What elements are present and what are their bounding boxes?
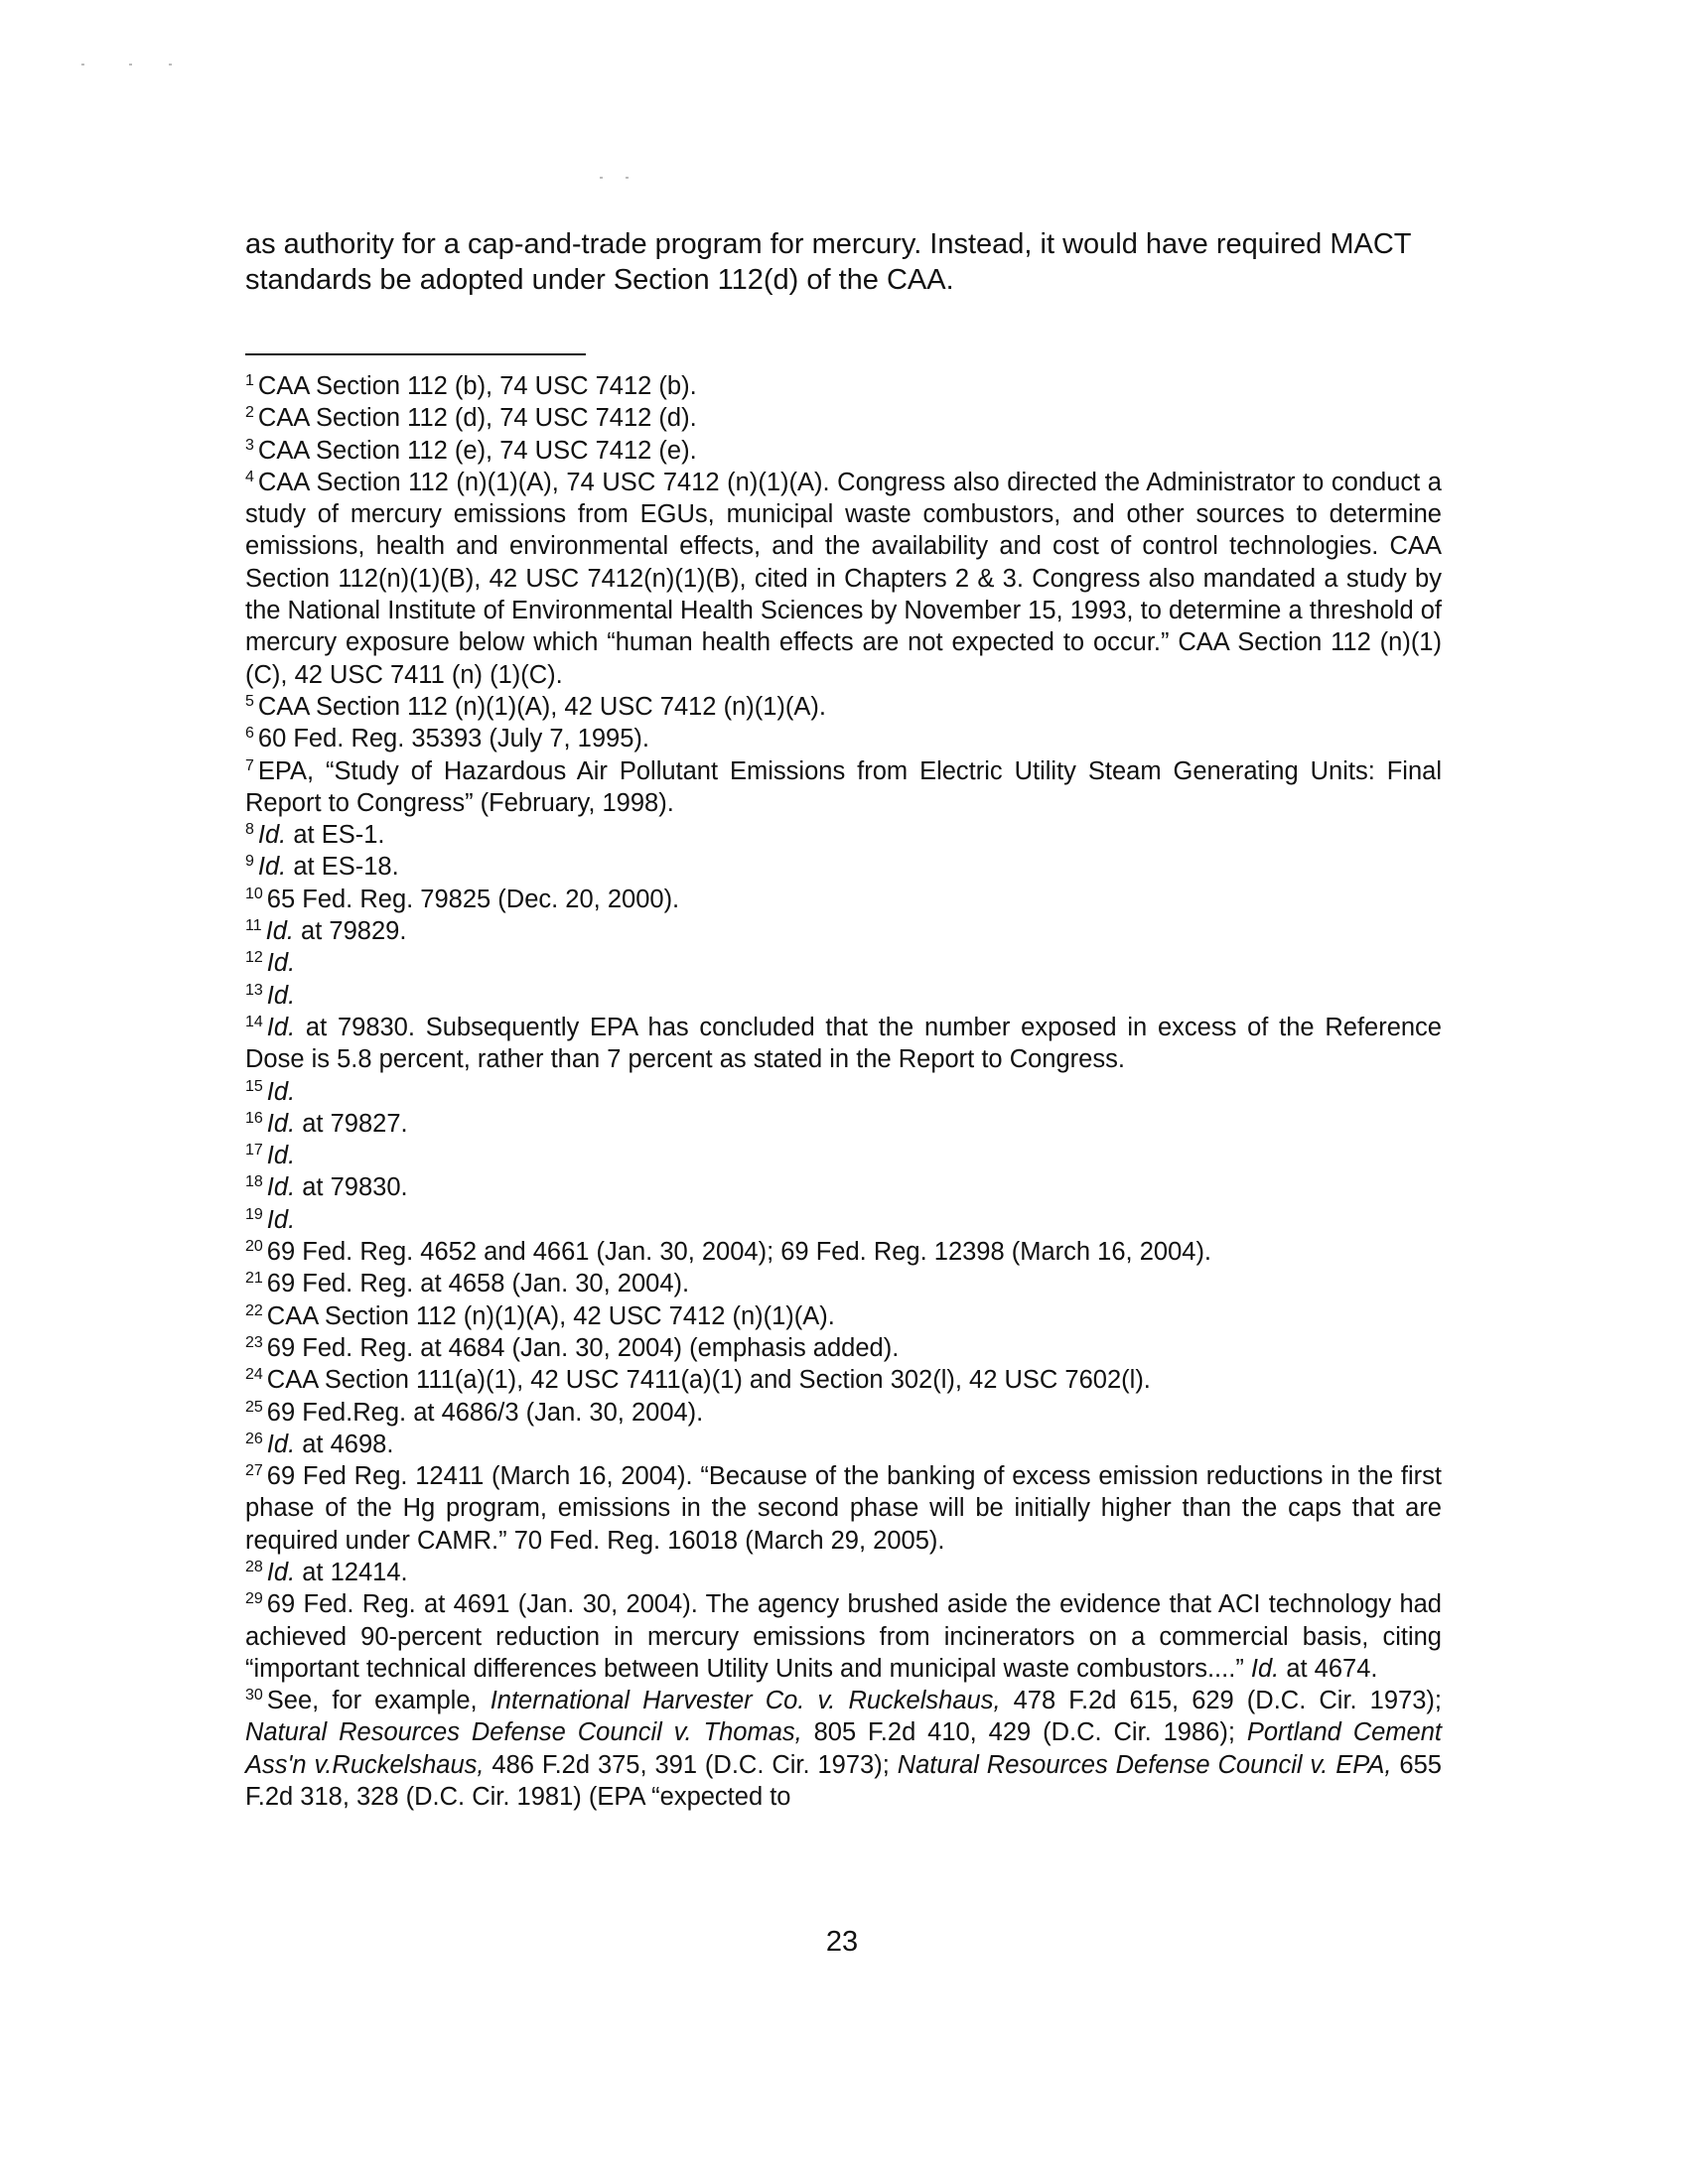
footnote [245,1685,1442,1813]
footnote-text: at 79829. [293,917,407,946]
footnote [245,980,1442,1012]
footnote-number: 18 [245,1173,263,1191]
footnote [245,1268,1442,1299]
footnote-text: 655 F.2d 318, 328 (D.C. Cir. 1981) (EPA “expected to [245,1750,1442,1812]
footnote-text: 69 Fed. Reg. at 4684 (Jan. 30, 2004) (emphasis added). [266,1333,900,1362]
footnote-text: CAA Section 112 (b), 74 USC 7412 (b). [257,372,697,400]
footnote-number: 25 [245,1398,263,1416]
footnote [245,1364,1442,1396]
footnote-separator [245,353,586,355]
footnote-text: Id. [266,1430,296,1458]
footnote-text: 65 Fed. Reg. 79825 (Dec. 20, 2000). [266,885,680,913]
scan-speck [626,177,629,179]
footnote [245,851,1442,883]
footnote [245,1076,1442,1108]
footnote-number: 14 [245,1013,263,1030]
page-number: 23 [825,1926,859,1958]
footnote [245,947,1442,979]
footnote-text: Id. [266,1142,296,1170]
footnote-text: at 4674. [1279,1654,1378,1683]
footnote-number: 27 [245,1462,263,1480]
footnote-text: Id. [266,949,296,978]
footnote [245,691,1442,723]
footnote [245,1108,1442,1140]
footnote-text: Id. [266,1077,296,1106]
footnotes-section [245,370,1442,1813]
footnote [245,1557,1442,1588]
footnote-text: CAA Section 112 (n)(1)(A), 42 USC 7412 (n)(1)(A). [266,1301,835,1330]
footnote [245,1397,1442,1429]
footnote-number: 4 [245,468,254,485]
footnote-number: 26 [245,1430,263,1447]
footnote-text: 478 F.2d 615, 629 (D.C. Cir. 1973); [1000,1687,1442,1715]
footnote-number: 29 [245,1590,263,1608]
footnote [245,884,1442,915]
footnote-text: at 12414. [295,1558,408,1586]
footnote-number: 5 [245,692,254,710]
footnote [245,1140,1442,1171]
footnote-number: 17 [245,1142,263,1160]
footnote-number: 9 [245,853,254,871]
footnote-text: Portland Cement Ass'n v.Ruckelshaus, [245,1718,1442,1779]
footnote-number: 3 [245,436,254,454]
footnote [245,915,1442,947]
footnote [245,402,1442,434]
footnote-number: 19 [245,1205,263,1223]
footnote-text: EPA, “Study of Hazardous Air Pollutant Emissions from Electric Utility Steam Generating Units: Final Report to Congress” (February, 1998). [245,756,1442,817]
scan-speck [129,64,132,66]
footnote-number: 2 [245,404,254,422]
footnote-text: Id. [1250,1654,1280,1683]
footnote [245,755,1442,820]
footnote [245,435,1442,467]
footnote-text: Id. [266,1205,296,1234]
footnote-text: 486 F.2d 375, 391 (D.C. Cir. 1973); [484,1750,898,1779]
footnote-text: CAA Section 111(a)(1), 42 USC 7411(a)(1) and Section 302(l), 42 USC 7602(l). [266,1366,1151,1395]
footnote-text: See, for example, [266,1687,491,1715]
footnote-text: 69 Fed.Reg. at 4686/3 (Jan. 30, 2004). [266,1398,704,1427]
footnote-text: at 79830. [295,1173,408,1202]
footnote-text: CAA Section 112 (n)(1)(A), 74 USC 7412 (n)(1)(A). Congress also directed the Administrator to conduct a study of mercury emissions from EGUs, municipal waste combustors, and other sources to determine emissions, health and environmental effects, and the availability and cost of control technologies. CAA Section 112(n)(1)(B), 42 USC 7412(n)(1)(B), cited in Chapters 2 & 3. Congress also mandated a study by the National Institute of Environmental Health Sciences by November 15, 1993, to determine a threshold of mercury exposure below which “human health effects are not expected to occur.” CAA Section 112 (n)(1)(C), 42 USC 7411 (n) (1)(C). [245,468,1442,689]
footnote-number: 6 [245,725,254,743]
footnote-number: 15 [245,1077,263,1095]
footnote [245,723,1442,754]
footnote-text: 69 Fed. Reg. at 4691 (Jan. 30, 2004). The agency brushed aside the evidence that ACI technology had achieved 90-percent reduction in mercury emissions from incinerators on a commercial basis, citing “important technical differences between Utility Units and municipal waste combustors....” [245,1590,1442,1683]
footnote [245,1204,1442,1236]
footnote-text: Id. [266,981,296,1010]
scan-speck [81,64,84,66]
footnote [245,819,1442,851]
footnote-text: Id. [266,1013,296,1041]
footnote-text: CAA Section 112 (n)(1)(A), 42 USC 7412 (n)(1)(A). [257,692,826,721]
footnote-number: 23 [245,1333,263,1351]
footnote [245,1236,1442,1268]
footnote-number: 16 [245,1109,263,1127]
footnote-number: 8 [245,821,254,839]
footnote-text: Id. [266,1109,296,1138]
footnote-text: 60 Fed. Reg. 35393 (July 7, 1995). [257,725,649,753]
footnote-text: 69 Fed. Reg. 4652 and 4661 (Jan. 30, 2004); 69 Fed. Reg. 12398 (March 16, 2004). [266,1238,1212,1267]
footnote [245,467,1442,691]
footnote-text: at 79830. Subsequently EPA has concluded that the number exposed in excess of the Reference Dose is 5.8 percent, rather than 7 percent as stated in the Report to Congress. [245,1013,1442,1074]
footnote-text: at 4698. [295,1430,394,1458]
footnote [245,1429,1442,1460]
footnote-number: 13 [245,981,263,999]
footnote-number: 24 [245,1366,263,1384]
footnote [245,1588,1442,1685]
footnote-number: 20 [245,1238,263,1256]
footnote-number: 30 [245,1687,263,1705]
footnote-number: 12 [245,949,263,967]
footnote-text: Id. [257,853,287,882]
footnote-text: International Harvester Co. v. Ruckelshaus, [490,1687,1001,1715]
scan-speck [600,177,603,179]
footnote-text: 69 Fed. Reg. at 4658 (Jan. 30, 2004). [266,1270,690,1298]
footnote-text: 69 Fed Reg. 12411 (March 16, 2004). “Because of the banking of excess emission reductions in the first phase of the Hg program, emissions in the second phase will be initially higher than the caps that are required under CAMR.” 70 Fed. Reg. 16018 (March 29, 2005). [245,1462,1442,1555]
footnote [245,1332,1442,1364]
footnote-number: 22 [245,1301,263,1319]
footnote-text: CAA Section 112 (e), 74 USC 7412 (e). [257,436,697,465]
footnote-text: Id. [257,821,287,850]
footnote [245,1171,1442,1203]
footnote-text: at 79827. [295,1109,408,1138]
footnote-text: at ES-18. [286,853,399,882]
footnote [245,1012,1442,1076]
footnote [245,1460,1442,1557]
scan-speck [169,64,172,66]
footnote-number: 11 [245,917,262,935]
footnote-text: Natural Resources Defense Council v. Thomas, [245,1718,802,1747]
footnote-number: 1 [245,372,254,389]
footnote-text: at ES-1. [286,821,385,850]
footnote-number: 7 [245,756,254,774]
footnote-text: Natural Resources Defense Council v. EPA, [897,1750,1392,1779]
footnote-text: Id. [266,1173,296,1202]
footnote-text: 805 F.2d 410, 429 (D.C. Cir. 1986); [801,1718,1247,1747]
footnote-text: Id. [265,917,294,946]
footnote-number: 10 [245,885,263,902]
footnote [245,1300,1442,1332]
footnote [245,370,1442,402]
footnote-number: 21 [245,1270,263,1288]
body-paragraph: as authority for a cap-and-trade program for mercury. Instead, it would have required MACT standards be adopted under Section 112(d) of the CAA. [245,228,1411,296]
footnote-text: CAA Section 112 (d), 74 USC 7412 (d). [257,404,697,433]
footnote-text: Id. [266,1558,296,1586]
footnote-number: 28 [245,1558,263,1575]
